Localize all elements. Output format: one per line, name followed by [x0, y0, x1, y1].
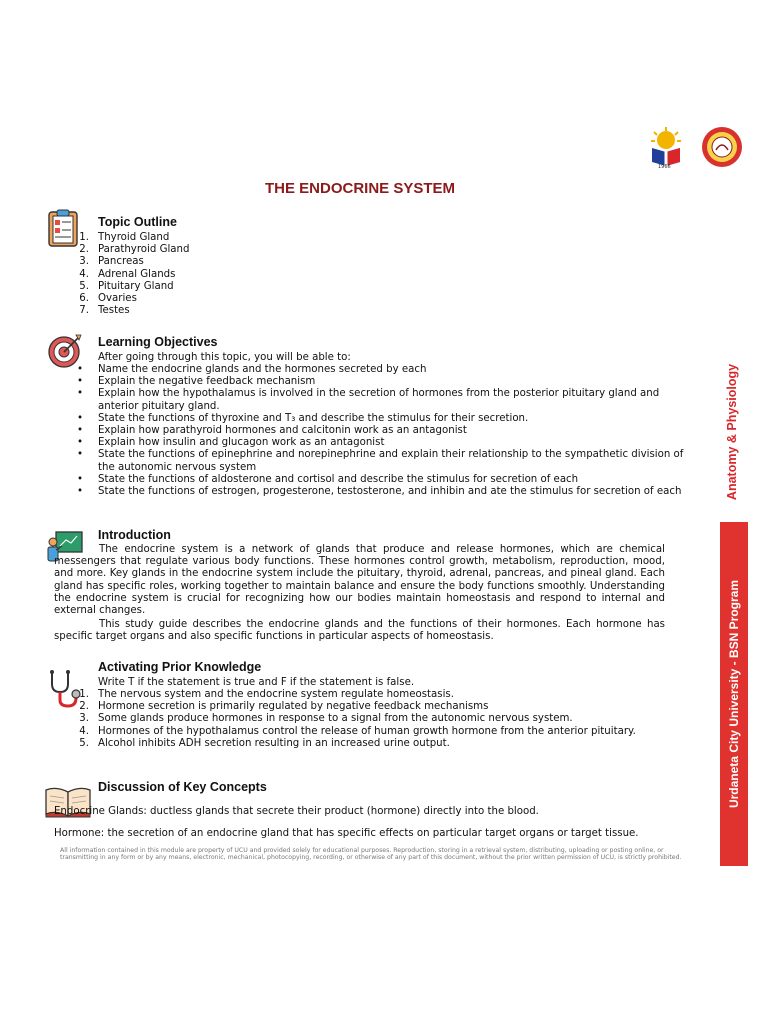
key-concepts-heading: Discussion of Key Concepts [98, 780, 267, 794]
objective-item: • State the functions of thyroxine and T₃ and describe the stimulus for their secretion. [75, 413, 700, 425]
prior-knowledge-item [75, 713, 675, 725]
prior-knowledge-item-text: Some glands produce hormones in response to a signal from the autonomic nervous system. [98, 713, 573, 725]
prior-knowledge-item [75, 689, 675, 701]
prior-knowledge-heading: Activating Prior Knowledge [98, 660, 262, 674]
outline-item-number: 6. [79, 293, 89, 305]
outline-item-text: Ovaries [98, 293, 137, 305]
learning-objectives-intro: After going through this topic, you will be able to: [98, 352, 351, 363]
copyright-footer: All information contained in this module are property of UCU and provided solely for educational purposes. Reproduction, storing in a retrieval system, distributing, uploading or posting online, or transmitting in any form or by any means, electronic, mechanical, photocopying, recording, or otherwise of any part of this document, without the prior written permission of UCU, is strictly prohibited. [60, 847, 682, 862]
outline-item [75, 293, 675, 305]
objective-item: • Name the endocrine glands and the hormones secreted by each [75, 364, 700, 376]
definition-endocrine-glands: Endocrine Glands: ductless glands that secrete their product (hormone) directly into the blood. [54, 806, 539, 817]
sidebar-program-text: Urdaneta City University - BSN Program [727, 579, 741, 809]
topic-outline-list [75, 232, 675, 317]
outline-item [75, 281, 675, 293]
outline-item [75, 244, 675, 256]
outline-item-number: 5. [79, 280, 89, 292]
outline-item-text: Adrenal Glands [98, 268, 176, 280]
prior-knowledge-item-text: Hormones of the hypothalamus control the release of human growth hormone from the anterior pituitary. [98, 725, 636, 737]
introduction-paragraph-2: This study guide describes the endocrine glands and the functions of their hormones. Each hormone has specific target organs and also specific functions in particular aspects of homeostasis. [54, 619, 665, 643]
objective-item: • Explain how insulin and glucagon work as an antagonist [75, 437, 700, 449]
ucu-seal-icon [702, 127, 742, 167]
outline-item-number: 4. [79, 268, 89, 280]
objective-item: • State the functions of aldosterone and cortisol and describe the stimulus for secretion of each [75, 474, 700, 486]
outline-item [75, 305, 675, 317]
outline-item-text: Parathyroid Gland [98, 244, 190, 256]
outline-item-number: 7. [79, 305, 89, 317]
prior-knowledge-item-text: Hormone secretion is primarily regulated by negative feedback mechanisms [98, 701, 489, 713]
learning-objectives-list [75, 364, 700, 498]
prior-knowledge-item [75, 726, 675, 738]
definition-hormone: Hormone: the secretion of an endocrine gland that has specific effects on particular target organs or target tissue. [54, 828, 639, 839]
sun-book-emblem-icon [651, 127, 681, 166]
outline-item [75, 269, 675, 281]
university-logos [646, 126, 746, 170]
outline-item-text: Pituitary Gland [98, 280, 174, 292]
introduction-paragraph-1: The endocrine system is a network of glands that produce and release hormones, which are chemical messengers that regulate various body functions. These hormones control growth, metabolism, reproduction, mood, and more. Key glands in the endocrine system include the pituitary, thyroid, adrenal, pancreas, and pineal gland. Each gland has specific roles, working together to maintain balance and ensure the body functions smoothly. Understanding the endocrine system is crucial for recognizing how our bodies maintain homeostasis and respond to internal and external changes. [54, 544, 665, 617]
objective-item: • Explain the negative feedback mechanism [75, 376, 700, 388]
outline-item-number: 3. [79, 256, 89, 268]
outline-item [75, 256, 675, 268]
page-title: THE ENDOCRINE SYSTEM [264, 180, 456, 197]
prior-knowledge-item-number: 3. [79, 713, 89, 725]
sidebar-subject-label [712, 362, 752, 502]
topic-outline-heading: Topic Outline [98, 215, 177, 229]
objective-item: • State the functions of epinephrine and norepinephrine and explain their relationship to the sympathetic division of the autonomic nervous system [75, 449, 700, 473]
objective-item: • Explain how parathyroid hormones and calcitonin work as an antagonist [75, 425, 700, 437]
objective-item: • Explain how the hypothalamus is involved in the secretion of hormones from the posterior pituitary gland and anterior pituitary gland. [75, 388, 700, 412]
prior-knowledge-item-number: 2. [79, 701, 89, 713]
sidebar-subject-text: Anatomy & Physiology [725, 363, 739, 501]
outline-item-number: 2. [79, 244, 89, 256]
logo-year: 1966 [658, 164, 671, 170]
sidebar-program-band [720, 522, 748, 866]
outline-item-text: Testes [98, 305, 130, 317]
prior-knowledge-instruction: Write T if the statement is true and F if the statement is false. [98, 677, 415, 688]
outline-item-text: Thyroid Gland [98, 232, 170, 243]
introduction-heading: Introduction [98, 528, 171, 542]
prior-knowledge-item-number: 4. [79, 725, 89, 737]
prior-knowledge-item [75, 701, 675, 713]
prior-knowledge-list [75, 689, 675, 750]
outline-item [75, 232, 675, 244]
prior-knowledge-item-number: 5. [79, 737, 89, 749]
objective-item: • State the functions of estrogen, progesterone, testosterone, and inhibin and ate the stimulus for secretion of each [75, 486, 700, 498]
prior-knowledge-item [75, 738, 675, 750]
prior-knowledge-item-number: 1. [79, 689, 89, 700]
learning-objectives-heading: Learning Objectives [98, 335, 218, 349]
prior-knowledge-item-text: The nervous system and the endocrine system regulate homeostasis. [98, 689, 454, 700]
prior-knowledge-item-text: Alcohol inhibits ADH secretion resulting in an increased urine output. [98, 737, 450, 749]
outline-item-text: Pancreas [98, 256, 144, 268]
outline-item-number: 1. [79, 232, 89, 243]
